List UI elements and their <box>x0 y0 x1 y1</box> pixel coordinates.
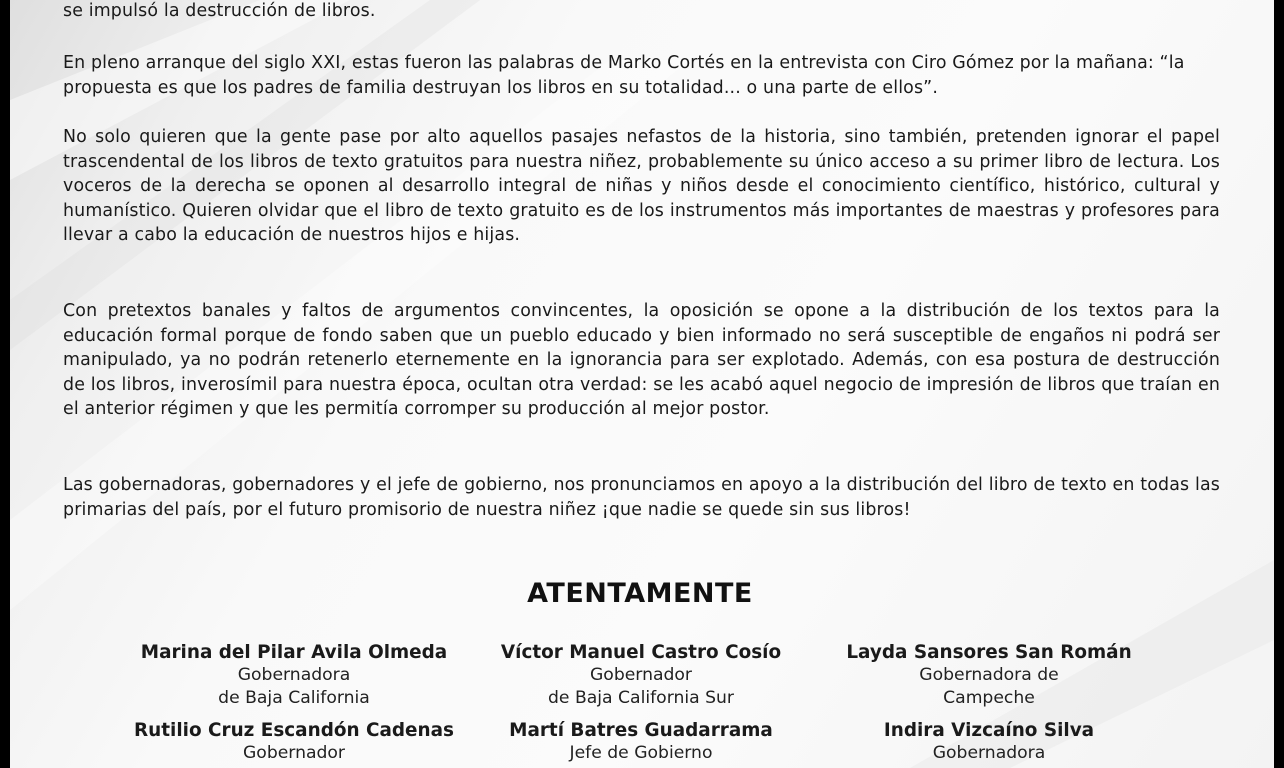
signatory-title: Gobernadora <box>932 743 1046 763</box>
signatory-title: Gobernadora de <box>919 665 1059 685</box>
closing-heading: ATENTAMENTE <box>527 578 753 609</box>
signatory-name: Rutilio Cruz Escandón Cadenas <box>134 720 454 741</box>
signatory-name: Víctor Manuel Castro Cosío <box>500 642 782 663</box>
signatory-name: Marina del Pilar Avila Olmeda <box>140 642 448 663</box>
paragraph-opposition: Con pretextos banales y faltos de argumentos convincentes, la oposición se opone a la distribución de los textos para la educación formal porque de fondo saben que un pueblo educado y bien informado no será susceptible de engaños ni podrá ser manipulado, ya no podrán retenerlo eternemente en la ignorancia para ser explotado. Además, con esa postura de destrucción de los libros, inverosímil para nuestra época, ocultan otra verdad: se les acabó aquel negocio de impresión de libros que traían en el anterior régimen y que les permitía corromper su producción al mejor postor. <box>63 301 1220 419</box>
signatory-title: Gobernador <box>242 743 345 763</box>
signature-block <box>94 641 494 709</box>
letter-page <box>10 0 1274 768</box>
paragraph-intro-tail: se impulsó la destrucción de libros. <box>63 1 376 21</box>
signatory-name: Layda Sansores San Román <box>846 642 1132 663</box>
paragraph-textbooks: No solo quieren que la gente pase por alto aquellos pasajes nefastos de la historia, sino también, pretenden ignorar el papel trascendental de los libros de texto gratuitos para nuestra niñez, probablemente su único acceso a su primer libro de lectura. Los voceros de la derecha se oponen al desarrollo integral de niñas y niños desde el conocimiento científico, histórico, cultural y humanístico. Quieren olvidar que el libro de texto gratuito es de los instrumentos más importantes de maestras y profesores para llevar a cabo la educación de nuestros hijos e hijas. <box>63 127 1220 245</box>
signature-block <box>94 719 494 765</box>
signatory-state: de Baja California Sur <box>548 687 734 708</box>
signatory-title: Gobernadora <box>237 665 351 685</box>
signature-block <box>789 641 1189 709</box>
paragraph-quote: En pleno arranque del siglo XXI, estas fueron las palabras de Marko Cortés en la entrevista con Ciro Gómez por la mañana: “la propuesta es que los padres de familia destruyan los libros en su totalidad... o una parte de ellos”. <box>63 53 1185 98</box>
signatory-name: Indira Vizcaíno Silva <box>883 720 1095 741</box>
signature-block <box>441 641 841 709</box>
signature-block <box>441 719 841 765</box>
signatory-title: Gobernador <box>589 665 692 685</box>
paragraph-support: Las gobernadoras, gobernadores y el jefe de gobierno, nos pronunciamos en apoyo a la distribución del libro de texto en todas las primarias del país, por el futuro promisorio de nuestra niñez ¡que nadie se quede sin sus libros! <box>63 475 1220 520</box>
signature-block <box>789 719 1189 765</box>
signatory-name: Martí Batres Guadarrama <box>509 720 773 741</box>
signatory-state: Campeche <box>943 687 1035 708</box>
signatory-state: de Baja California <box>218 687 370 708</box>
signatory-title: Jefe de Gobierno <box>569 743 713 763</box>
